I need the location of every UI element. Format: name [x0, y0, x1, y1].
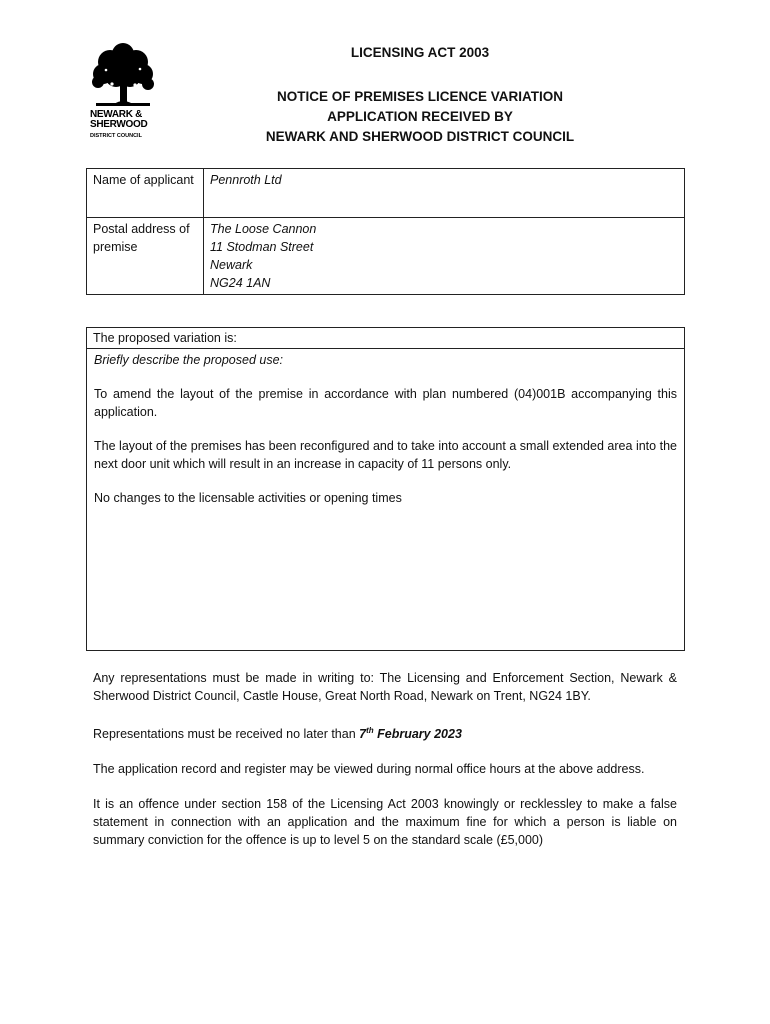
variation-paragraph: The layout of the premises has been reconfigured and to take into account a small extended area into the next door unit which will result in an increase in capacity of 11 persons only. [94, 439, 677, 471]
deadline-date [359, 727, 462, 741]
name-label: Name of applicant [87, 169, 204, 218]
deadline-text [93, 722, 677, 743]
act-title: LICENSING ACT 2003 [350, 45, 490, 60]
address-label: Postal address of premise [87, 218, 204, 295]
register-text: The application record and register may be viewed during normal office hours at the above address. [93, 762, 645, 777]
variation-paragraph: To amend the layout of the premise in accordance with plan numbered (04)001B accompanying this application. [94, 387, 677, 419]
address-value [204, 218, 685, 295]
address-line: NG24 1AN [210, 276, 271, 290]
deadline-day: 7 [359, 727, 367, 742]
table-row [87, 218, 685, 295]
logo-line-1: NEWARK & [90, 109, 143, 120]
notice-title-line-2: APPLICATION RECEIVED BY [327, 109, 513, 124]
deadline-prefix: Representations must be received no later than [93, 727, 360, 742]
notice-title-line-1: NOTICE OF PREMISES LICENCE VARIATION [276, 89, 564, 104]
representations-text: Any representations must be made in writing to: The Licensing and Enforcement Section, Newark & Sherwood District Council, Castle House, Great North Road, Newark on Trent, NG24 1BY. [93, 671, 677, 703]
deadline-month-year: February 2023 [373, 727, 462, 742]
address-line: 11 Stodman Street [210, 240, 314, 254]
notes-section [93, 669, 677, 866]
variation-subheading: Briefly describe the proposed use: [94, 353, 283, 367]
applicant-table [86, 168, 685, 295]
name-value: Pennroth Ltd [204, 169, 685, 218]
council-logo [90, 40, 156, 140]
address-line: The Loose Cannon [210, 222, 317, 236]
offence-text: It is an offence under section 158 of the Licensing Act 2003 knowingly or recklessley to make a false statement in connection with an application and the maximum fine for which a person is liable on summary conviction for the offence is up to level 5 on the standard scale (£5,000) [93, 797, 677, 848]
logo-line-2: SHERWOOD [90, 119, 148, 130]
variation-box [86, 327, 685, 651]
tree-icon [90, 40, 156, 110]
notice-title-line-3: NEWARK AND SHERWOOD DISTRICT COUNCIL [265, 129, 575, 144]
address-line: Newark [210, 258, 253, 272]
notice-title [200, 87, 640, 147]
variation-heading: The proposed variation is: [87, 328, 684, 349]
variation-paragraph: No changes to the licensable activities or opening times [94, 491, 402, 505]
deadline-suffix: th [366, 726, 374, 735]
table-row [87, 169, 685, 218]
logo-line-3: DISTRICT COUNCIL [90, 133, 142, 139]
